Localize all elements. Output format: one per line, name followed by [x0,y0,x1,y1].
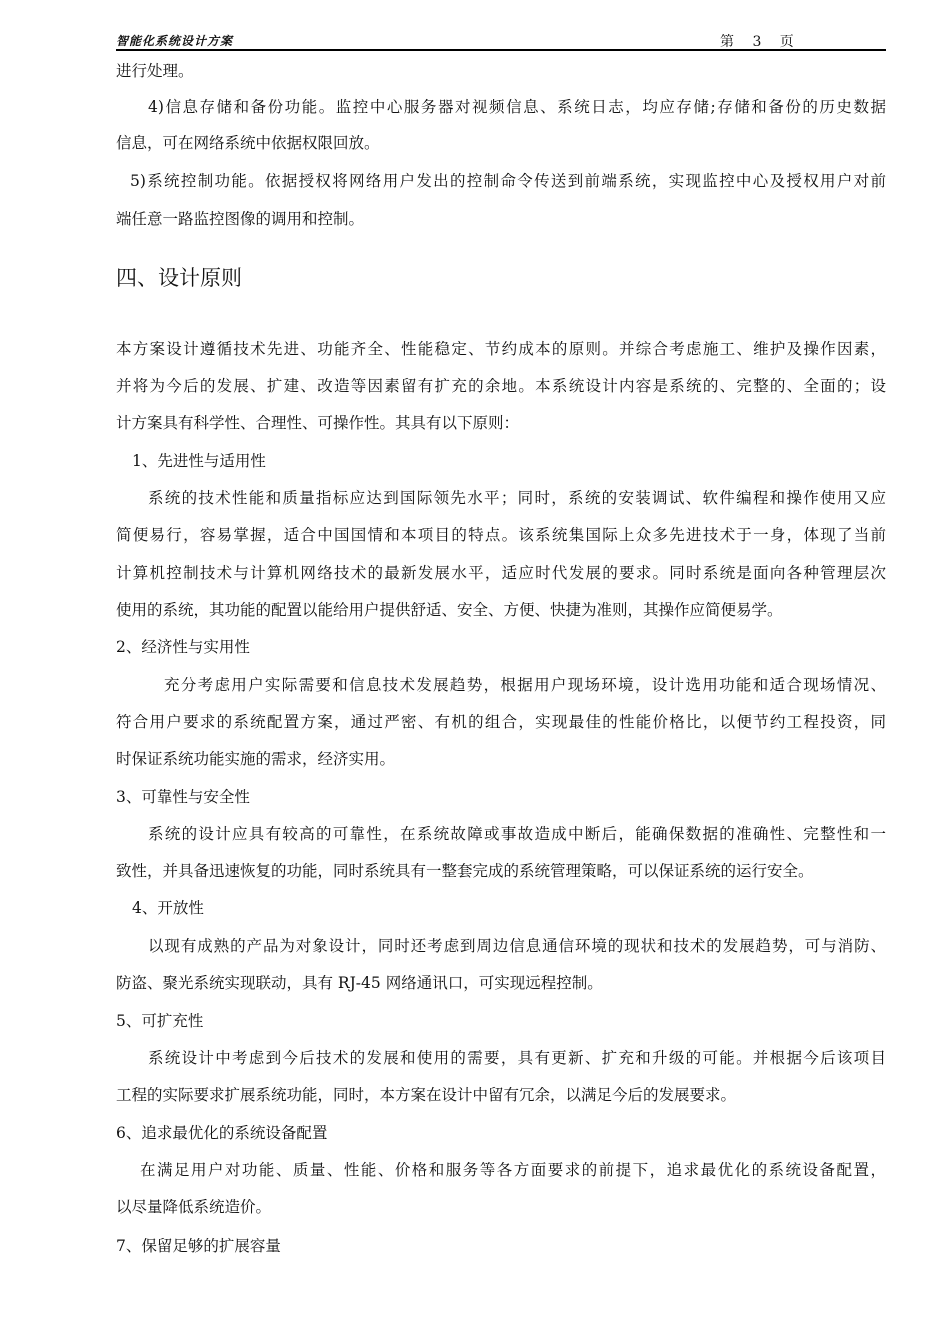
subheading-4: 4、开放性 [132,899,204,917]
subheading-7: 7、保留足够的扩展容量 [116,1237,281,1255]
paragraph-line: 在满足用户对功能、质量、性能、价格和服务等各方面要求的前提下，追求最优化的系统设备配置， [140,1161,886,1179]
paragraph-line: 系统设计中考虑到今后技术的发展和使用的需要，具有更新、扩充和升级的可能。并根据今后该项目 [148,1049,886,1067]
paragraph-line: 防盗、聚光系统实现联动，具有 RJ-45 网络通讯口，可实现远程控制。 [116,974,603,992]
paragraph-line: 使用的系统，其功能的配置以能给用户提供舒适、安全、方便、快捷为准则，其操作应简便易学。 [116,601,783,619]
subheading-6: 6、追求最优化的系统设备配置 [116,1124,328,1142]
page-header [116,31,886,51]
subheading-5: 5、可扩充性 [116,1012,204,1030]
paragraph-line: 系统的技术性能和质量指标应达到国际领先水平；同时，系统的安装调试、软件编程和操作使用又应 [148,489,886,507]
paragraph-line: 并将为今后的发展、扩建、改造等因素留有扩充的余地。本系统设计内容是系统的、完整的、全面的；设 [116,377,886,395]
subheading-2: 2、经济性与实用性 [116,638,250,656]
list-item-storage: 4)信息存储和备份功能。监控中心服务器对视频信息、系统日志，均应存储;存储和备份的历史数据 [148,98,886,116]
paragraph-line: 端任意一路监控图像的调用和控制。 [116,210,365,228]
paragraph-line: 系统的设计应具有较高的可靠性，在系统故障或事故造成中断后，能确保数据的准确性、完整性和一 [148,825,886,843]
paragraph-line: 计方案具有科学性、合理性、可操作性。其具有以下原则： [116,414,520,432]
paragraph-line: 进行处理。 [116,62,194,80]
paragraph-line: 以现有成熟的产品为对象设计，同时还考虑到周边信息通信环境的现状和技术的发展趋势，可与消防、 [148,937,886,955]
paragraph-line: 简便易行，容易掌握，适合中国国情和本项目的特点。该系统集国际上众多先进技术于一身，体现了当前 [116,526,886,544]
paragraph-line: 以尽量降低系统造价。 [116,1198,272,1216]
subheading-1: 1、先进性与适用性 [132,452,266,470]
paragraph-line: 充分考虑用户实际需要和信息技术发展趋势，根据用户现场环境，设计选用功能和适合现场情况、 [164,676,886,694]
paragraph-line: 本方案设计遵循技术先进、功能齐全、性能稳定、节约成本的原则。并综合考虑施工、维护及操作因素， [116,340,886,358]
paragraph-line: 符合用户要求的系统配置方案，通过严密、有机的组合，实现最佳的性能价格比，以便节约工程投资，同 [116,713,886,731]
paragraph-line: 计算机控制技术与计算机网络技术的最新发展水平，适应时代发展的要求。同时系统是面向各种管理层次 [116,564,886,582]
paragraph-line: 致性，并具备迅速恢复的功能，同时系统具有一整套完成的系统管理策略，可以保证系统的运行安全。 [116,862,814,880]
header-title: 智能化系统设计方案 [116,34,234,48]
section-heading: 四、设计原则 [116,266,242,290]
subheading-3: 3、可靠性与安全性 [116,788,250,806]
paragraph-line: 时保证系统功能实施的需求，经济实用。 [116,750,396,768]
paragraph-line: 工程的实际要求扩展系统功能，同时，本方案在设计中留有冗余，以满足今后的发展要求。 [116,1086,737,1104]
paragraph-line: 信息，可在网络系统中依据权限回放。 [116,134,380,152]
page-number: 第 3 页 [720,34,794,50]
list-item-control: 5)系统控制功能。依据授权将网络用户发出的控制命令传送到前端系统，实现监控中心及授权用户对前 [130,172,886,190]
